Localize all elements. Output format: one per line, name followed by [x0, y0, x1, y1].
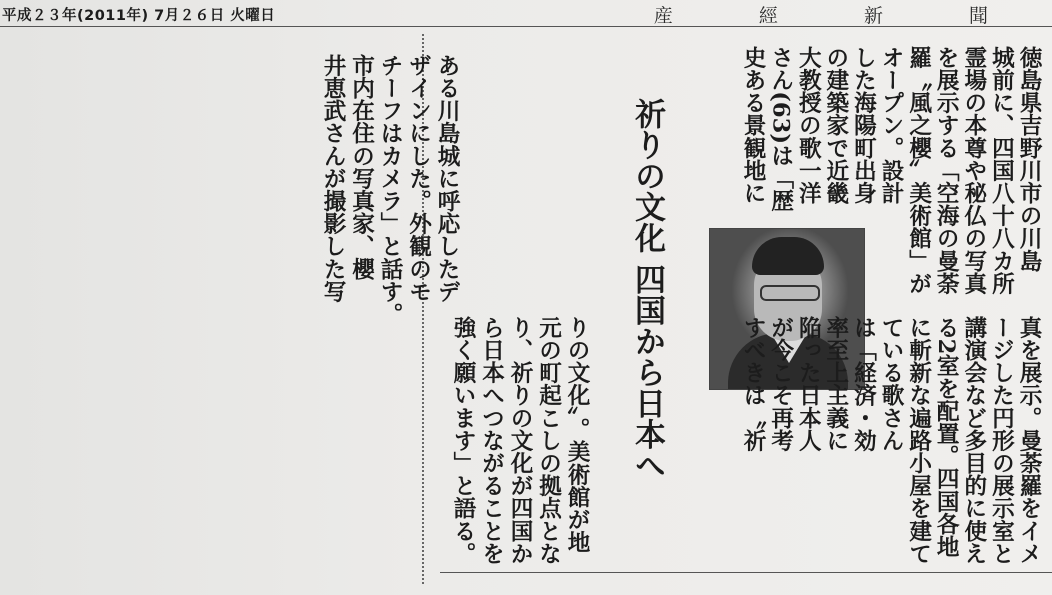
article-left-body: ある川島城に呼応したデ ザインにした。外観のモ チーフはカメラ」と話す。 市内在住の写真家、櫻 井恵武さんが撮影した写	[320, 54, 460, 326]
article-tier-2: 真を展示。曼荼羅をイメ ージした円形の展示室と 講演会など多目的に使え る2室を配置。四国各地 に斬新な遍路小屋を建て ている歌さん は「経済・効 率至上主義に 陥った日本人 が今こそ再考 すべきは〝祈	[740, 316, 1042, 565]
photo-hair	[752, 237, 824, 275]
photo-glasses	[760, 285, 820, 301]
article-left-bottom: りの文化〞。美術館が地 元の町起こしの拠点とな り、祈りの文化が四国か ら日本へつながることを 強く願います」と語る。	[450, 316, 590, 565]
masthead: 産 經 新 聞	[653, 5, 1028, 27]
dateline: 平成２３年(2011年) 7月２６日 火曜日	[2, 8, 276, 24]
footer-rule	[440, 572, 1052, 573]
article-tier-1: 徳島県吉野川市の川島 城前に、四国八十八カ所 霊場の本尊や秘仏の写真 を展示する「空海の曼荼 羅〝風之櫻〞美術館」が オープン。設計 した海陽町出身 の建築家で近畿 大教授の歌一洋 さん(63)は「歴 史ある景観地に	[740, 46, 1042, 295]
headline: 祈りの文化 四国から日本へ	[629, 98, 665, 481]
header-rule	[0, 26, 1052, 27]
